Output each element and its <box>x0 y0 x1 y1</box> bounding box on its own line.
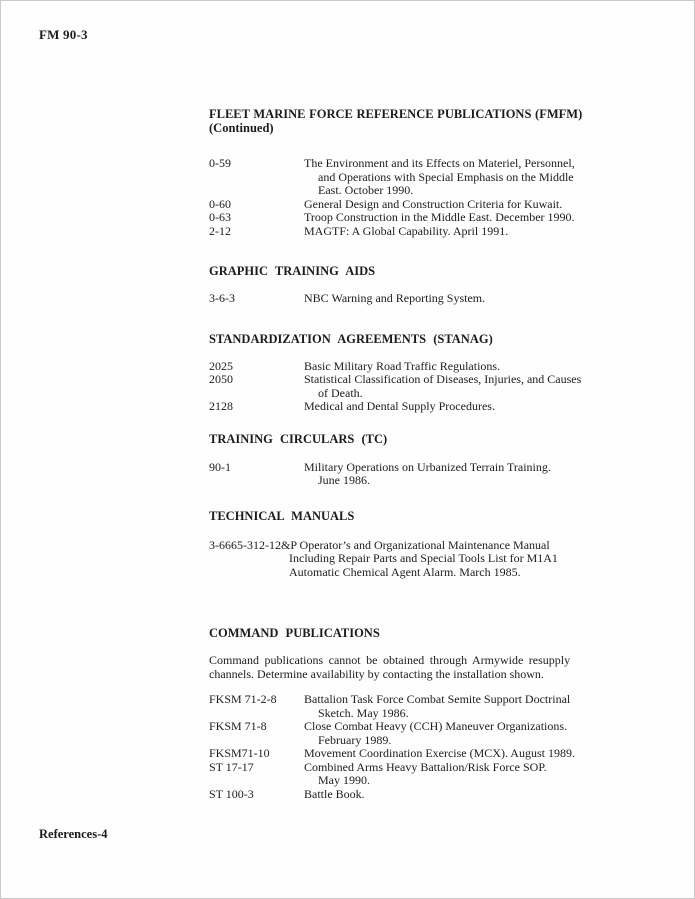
entry-description-line: Basic Military Road Traffic Regulations. <box>304 358 501 373</box>
entry-row <box>209 761 629 788</box>
entry-description-line: Combined Arms Heavy Battalion/Risk Force SOP. <box>304 759 547 774</box>
section-heading: TECHNICAL MANUALS <box>209 508 355 523</box>
entry-row <box>209 225 629 239</box>
doc-header: FM 90-3 <box>39 27 88 42</box>
entry-description <box>304 211 575 225</box>
entry-number: 0-63 <box>209 210 231 224</box>
entry-description-line: NBC Warning and Reporting System. <box>304 291 486 305</box>
entry-row <box>209 157 629 198</box>
entry-description <box>304 400 495 414</box>
intro-line: Command publications cannot be obtained through Armywide resupply <box>209 653 571 667</box>
entry-description-line: Troop Construction in the Middle East. December 1990. <box>304 210 575 224</box>
manual-entry-line: 3-6665-312-12&P Operator’s and Organizational Maintenance Manual <box>209 537 550 552</box>
entry-number: ST 100-3 <box>209 786 254 801</box>
section-heading: GRAPHIC TRAINING AIDS <box>209 264 376 278</box>
entry-description <box>304 225 508 239</box>
entry-description <box>304 788 365 802</box>
entry-description-line: Medical and Dental Supply Procedures. <box>304 399 495 413</box>
entry-description <box>304 360 500 374</box>
section-heading: STANDARDIZATION AGREEMENTS (STANAG) <box>209 331 493 346</box>
entry-description-line: June 1986. <box>318 473 370 487</box>
section-heading: COMMAND PUBLICATIONS <box>209 626 380 640</box>
section-tc <box>209 432 629 488</box>
entry-number: 90-1 <box>209 459 231 474</box>
entry-description <box>304 720 567 747</box>
doc-footer: References-4 <box>39 827 108 841</box>
entry-description <box>304 761 547 788</box>
content-column <box>209 107 629 801</box>
entry-description <box>304 693 570 720</box>
entry-description <box>304 292 485 306</box>
entry-row <box>209 292 629 306</box>
entry-description-line: and Operations with Special Emphasis on the Middle <box>318 169 574 184</box>
section-intro <box>209 654 629 681</box>
entry-number: FKSM 71-2-8 <box>209 692 277 706</box>
manual-entry-line: Automatic Chemical Agent Alarm. March 1985. <box>289 564 521 579</box>
section-heading: (Continued) <box>209 121 274 135</box>
entry-list <box>209 461 629 488</box>
entry-description-line: May 1990. <box>318 773 370 787</box>
entry-row <box>209 720 629 747</box>
entry-number: 2-12 <box>209 223 231 238</box>
entry-description <box>304 747 575 761</box>
section-heading: FLEET MARINE FORCE REFERENCE PUBLICATIONS (FMFM) <box>209 107 583 121</box>
section-command <box>209 626 629 801</box>
entry-number: FKSM71-10 <box>209 746 270 760</box>
entry-description-line: Military Operations on Urbanized Terrain Training. <box>304 459 551 474</box>
entry-description-line: February 1989. <box>318 732 392 747</box>
entry-row <box>209 373 629 400</box>
entry-description <box>304 461 551 488</box>
entry-number: 2050 <box>209 372 233 386</box>
entry-list <box>209 157 629 238</box>
entry-row <box>209 400 629 414</box>
entry-number: FKSM 71-8 <box>209 719 267 733</box>
entry-row <box>209 693 629 720</box>
entry-number: 2025 <box>209 358 233 373</box>
entry-row <box>209 198 629 212</box>
entry-description <box>304 373 581 400</box>
entry-number: 2128 <box>209 399 233 413</box>
entry-number: ST 17-17 <box>209 759 254 774</box>
entry-description-line: Close Combat Heavy (CCH) Maneuver Organizations. <box>304 719 568 733</box>
entry-description-line: East. October 1990. <box>318 183 414 197</box>
entry-description <box>304 198 562 212</box>
entry-list <box>209 292 629 306</box>
entry-description-line: The Environment and its Effects on Materiel, Personnel, <box>304 156 575 170</box>
intro-line: channels. Determine availability by contacting the installation shown. <box>209 666 544 681</box>
entry-row <box>209 461 629 488</box>
entry-description-line: General Design and Construction Criteria for Kuwait. <box>304 196 563 211</box>
entry-number: 3-6-3 <box>209 291 235 305</box>
entry-row <box>209 360 629 374</box>
entry-description <box>304 157 575 198</box>
section-gta <box>209 264 629 306</box>
entry-description-line: Battle Book. <box>304 786 365 801</box>
entry-row <box>209 788 629 802</box>
manual-entry-line: Including Repair Parts and Special Tools List for M1A1 <box>289 551 558 565</box>
section-heading: TRAINING CIRCULARS (TC) <box>209 431 388 446</box>
entry-description-line: Movement Coordination Exercise (MCX). August 1989. <box>304 746 575 760</box>
entry-list <box>209 693 629 801</box>
entry-description-line: of Death. <box>318 385 363 400</box>
entry-list <box>209 360 629 414</box>
section-tm <box>209 509 629 580</box>
section-fmfm <box>209 107 629 238</box>
entry-description-line: Battalion Task Force Combat Semite Support Doctrinal <box>304 692 571 706</box>
entry-description-line: Sketch. May 1986. <box>318 705 409 720</box>
section-stanag <box>209 332 629 414</box>
entry-number: 0-60 <box>209 196 231 211</box>
entry-row <box>209 747 629 761</box>
entry-description-line: Statistical Classification of Diseases, Injuries, and Causes <box>304 372 582 386</box>
manual-entry <box>209 539 629 580</box>
entry-row <box>209 211 629 225</box>
entry-description-line: MAGTF: A Global Capability. April 1991. <box>304 223 509 238</box>
entry-number: 0-59 <box>209 156 231 170</box>
